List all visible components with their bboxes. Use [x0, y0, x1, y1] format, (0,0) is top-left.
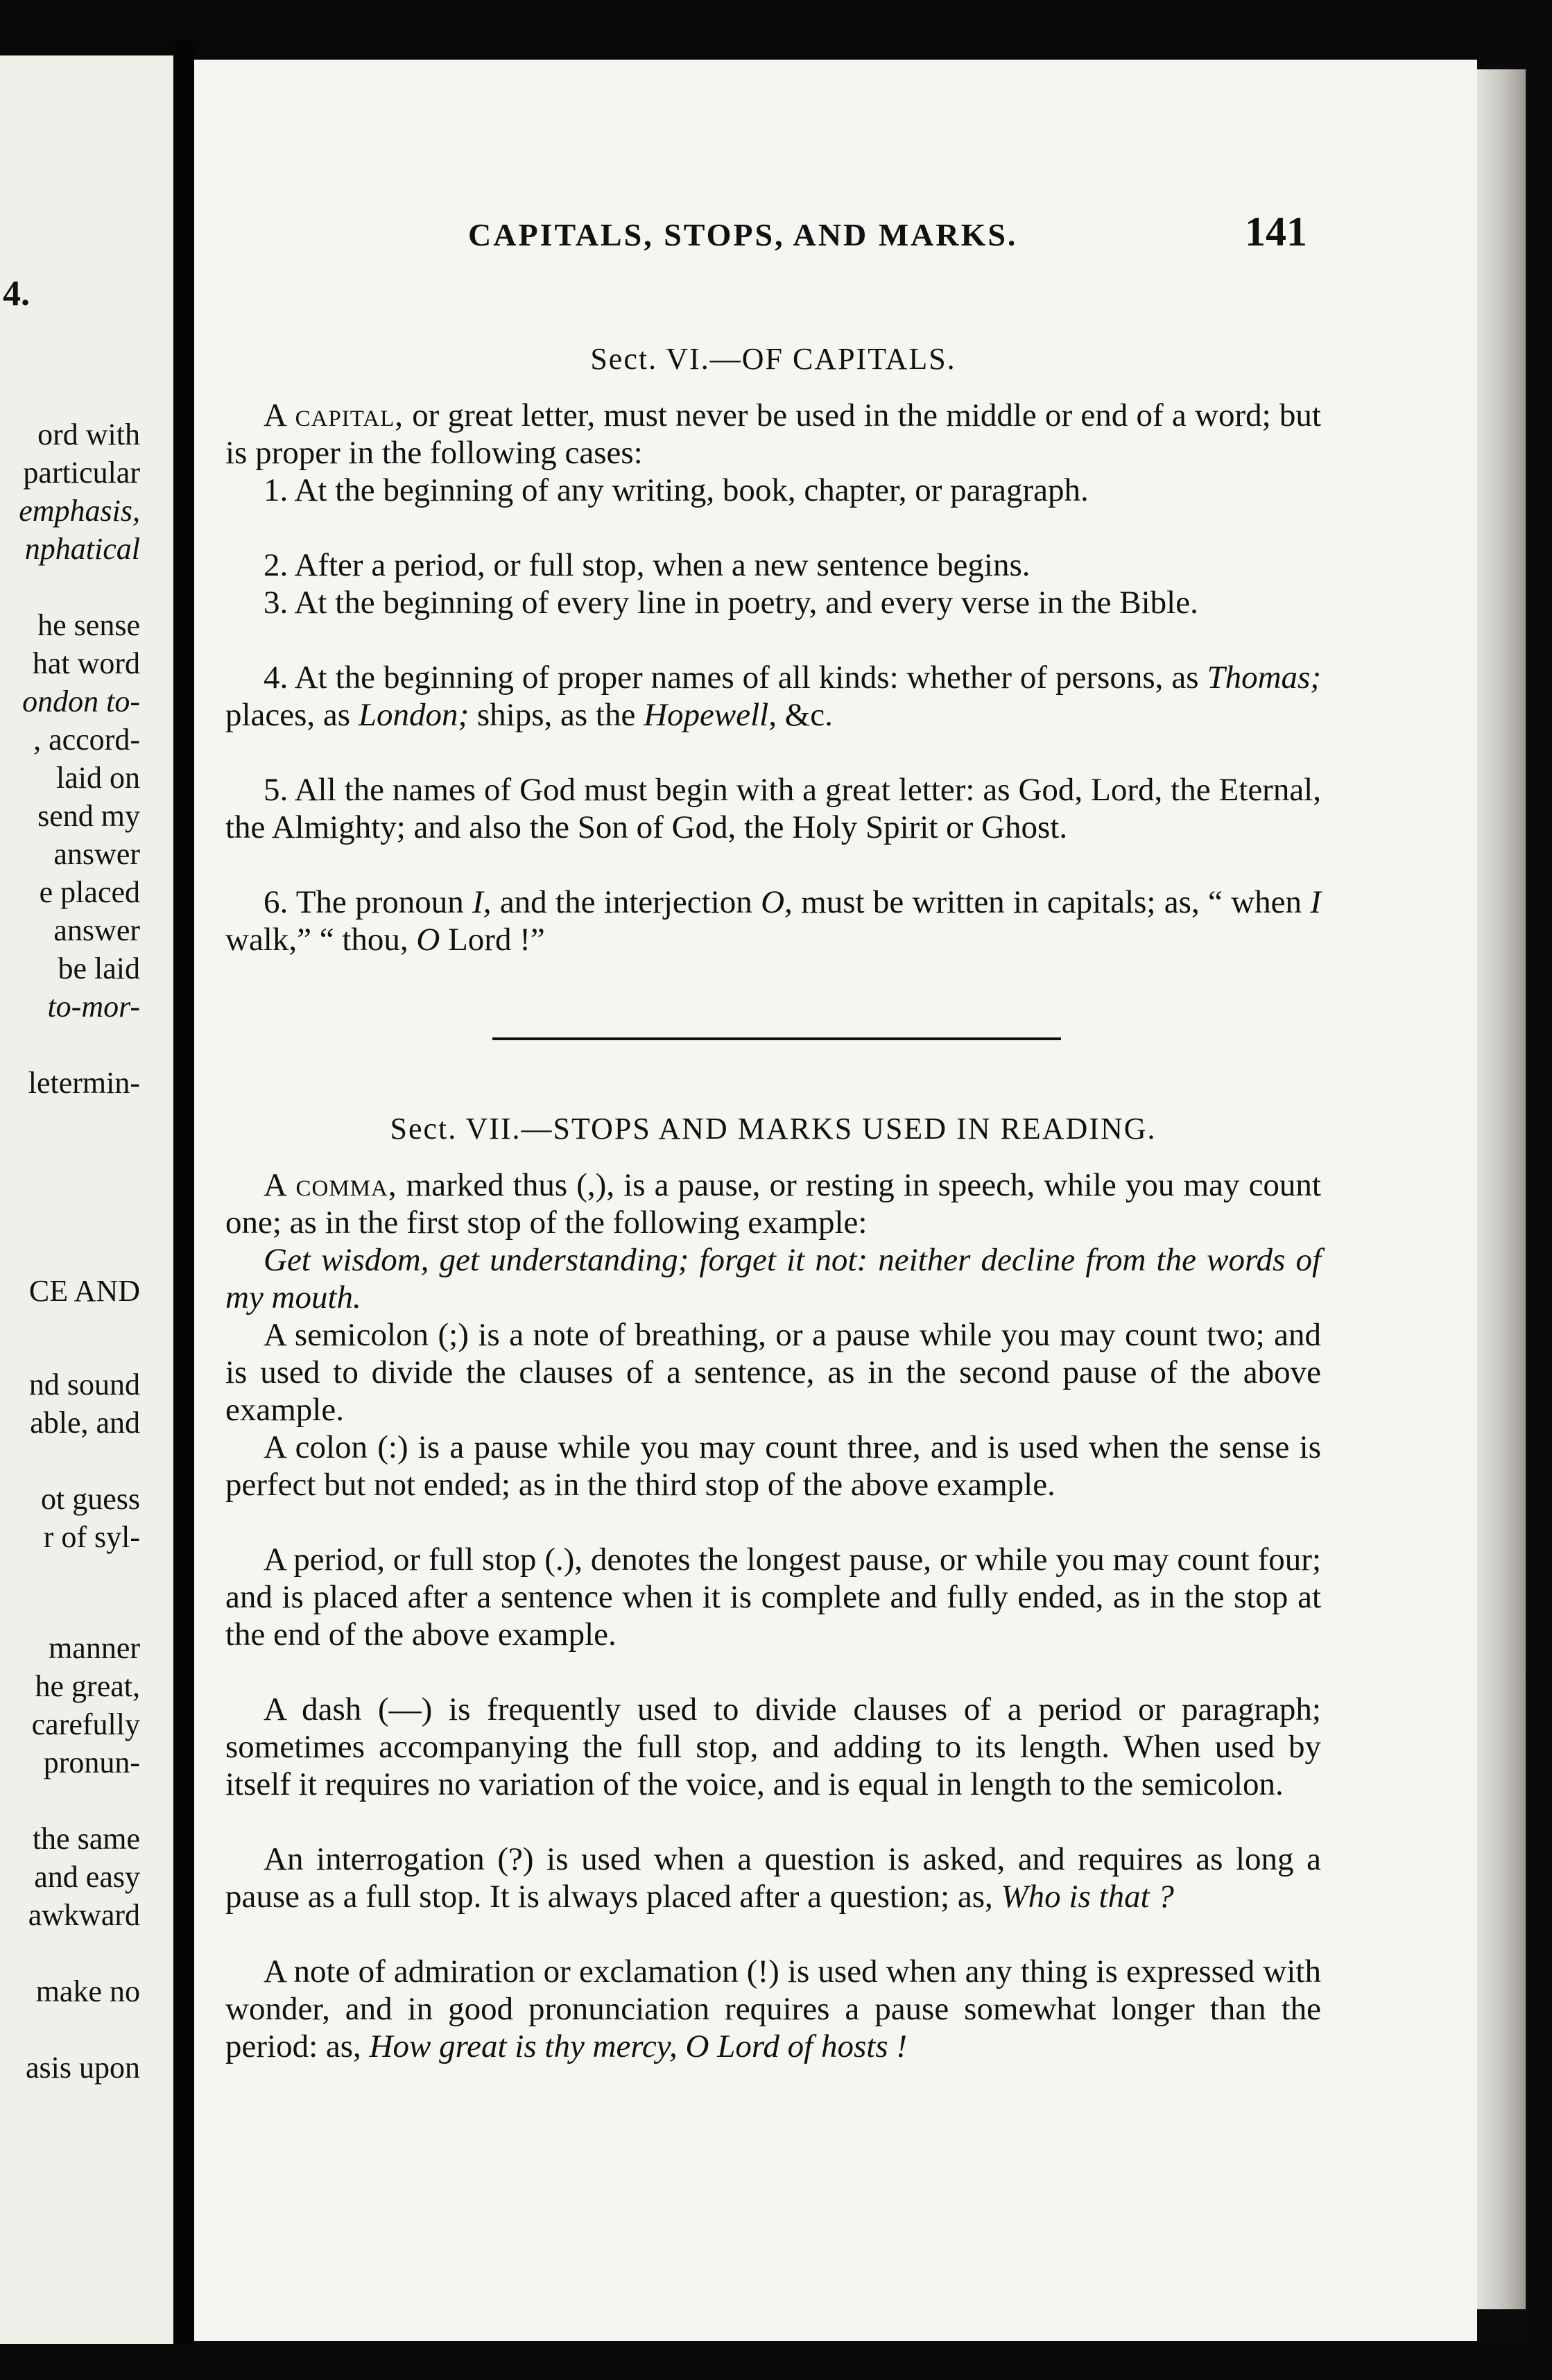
facing-page-line: hat word	[32, 646, 140, 680]
facing-page-line: manner	[49, 1631, 140, 1665]
term-comma: A comma,	[264, 1167, 397, 1203]
facing-page-line: the same	[32, 1822, 140, 1856]
facing-page-line: nd sound	[28, 1368, 140, 1402]
paragraph-colon: A colon (:) is a pause while you may count three, and is used when the sense is perfect but not ended; as in the third stop of the above example.	[225, 1429, 1321, 1503]
facing-page-line: answer	[53, 913, 140, 947]
term-capital: A capital,	[264, 397, 404, 433]
facing-page-line: laid on	[56, 761, 140, 795]
scan-border-right	[1526, 0, 1552, 2380]
facing-page-line: he sense	[37, 608, 140, 642]
facing-page-fragment	[0, 55, 173, 2344]
facing-page-line: he great,	[35, 1669, 140, 1703]
section-heading-stops: Sect. VII.—STOPS AND MARKS USED IN READING.	[390, 1112, 1157, 1146]
facing-page-line: ondon to-	[22, 684, 140, 718]
facing-page-line: and easy	[34, 1860, 140, 1894]
page-number: 141	[1245, 209, 1307, 255]
facing-page-line: letermin-	[28, 1066, 140, 1100]
paragraph-interrogation: An interrogation (?) is used when a question is asked, and requires as long a pause as a full stop. It is always placed after a question; as, Who is that ?	[225, 1841, 1321, 1915]
paragraph-period: A period, or full stop (.), denotes the longest pause, or while you may count four; and is placed after a sentence when it is complete and fully ended, as in the stop at the end of the above example.	[225, 1542, 1321, 1653]
paragraph-dash: A dash (—) is frequently used to divide clauses of a period or paragraph; sometimes accompanying the full stop, and adding to its length. When used by itself it requires no variation of the voice, and is equal in length to the semicolon.	[225, 1691, 1321, 1802]
paragraph-capital-intro: A capital, or great letter, must never be used in the middle or end of a word; but is proper in the following cases:	[225, 397, 1321, 471]
rule-1: 1. At the beginning of any writing, book, chapter, or paragraph.	[264, 472, 1089, 508]
section-divider-rule	[492, 1037, 1061, 1040]
facing-page-line: carefully	[31, 1707, 140, 1741]
rule-6: 6. The pronoun I, and the interjection O, must be written in capitals; as, “ when I walk,” “ thou, O Lord !”	[225, 884, 1322, 958]
facing-page-line: make no	[35, 1974, 140, 2008]
facing-page-line: be laid	[58, 951, 140, 985]
rule-2: 2. After a period, or full stop, when a new sentence begins.	[264, 547, 1031, 583]
facing-page-line: ord with	[37, 417, 140, 451]
page-stack-edge	[1477, 69, 1526, 2309]
facing-page-line: , accord-	[33, 723, 140, 757]
facing-page-corner: 4.	[3, 274, 30, 313]
facing-page-line: pronun-	[43, 1745, 140, 1779]
book-gutter	[173, 42, 194, 2358]
facing-page-line: r of syl-	[43, 1520, 140, 1554]
example-sentence: Get wisdom, get understanding; forget it not: neither decline from the words of my mouth.	[225, 1242, 1321, 1316]
section-heading-capitals: Sect. VI.—OF CAPITALS.	[590, 342, 956, 376]
facing-page-line: CE AND	[28, 1274, 140, 1308]
facing-page-line: particular	[23, 456, 140, 490]
facing-page-line: to-mor-	[47, 990, 140, 1024]
running-head-title: CAPITALS, STOPS, AND MARKS.	[468, 217, 1018, 252]
facing-page-line: able, and	[30, 1406, 140, 1440]
facing-page-line: awkward	[28, 1898, 140, 1932]
paragraph-semicolon: A semicolon (;) is a note of breathing, or a pause while you may count two; and is used to divide the clauses of a sentence, as in the second pause of the above example.	[225, 1317, 1321, 1428]
rule-4: 4. At the beginning of proper names of all kinds: whether of persons, as Thomas; places, as London; ships, as the Hopewell, &c.	[225, 659, 1321, 733]
facing-page-line: ot guess	[41, 1482, 140, 1516]
facing-page-line: asis upon	[26, 2051, 140, 2085]
running-head	[267, 208, 1307, 256]
facing-page-line: answer	[53, 837, 140, 871]
rule-3: 3. At the beginning of every line in poetry, and every verse in the Bible.	[264, 585, 1198, 621]
facing-page-line: e placed	[39, 875, 140, 909]
scan-border-bottom	[0, 2344, 1552, 2380]
facing-page-line: send my	[37, 799, 140, 833]
facing-page-line: emphasis,	[19, 494, 140, 528]
scan-border-top	[0, 0, 1552, 62]
paragraph-comma: A comma, marked thus (,), is a pause, or resting in speech, while you may count one; as in the first stop of the following example:	[225, 1167, 1321, 1241]
rule-5: 5. All the names of God must begin with a great letter: as God, Lord, the Eternal, the Almighty; and also the Son of God, the Holy Spirit or Ghost.	[225, 772, 1321, 845]
paragraph-admiration: A note of admiration or exclamation (!) is used when any thing is expressed with wonder, and in good pronunciation requires a pause somewhat longer than the period: as, How great is thy mercy, O Lord of hosts !	[225, 1954, 1321, 2064]
facing-page-line: nphatical	[24, 532, 140, 566]
